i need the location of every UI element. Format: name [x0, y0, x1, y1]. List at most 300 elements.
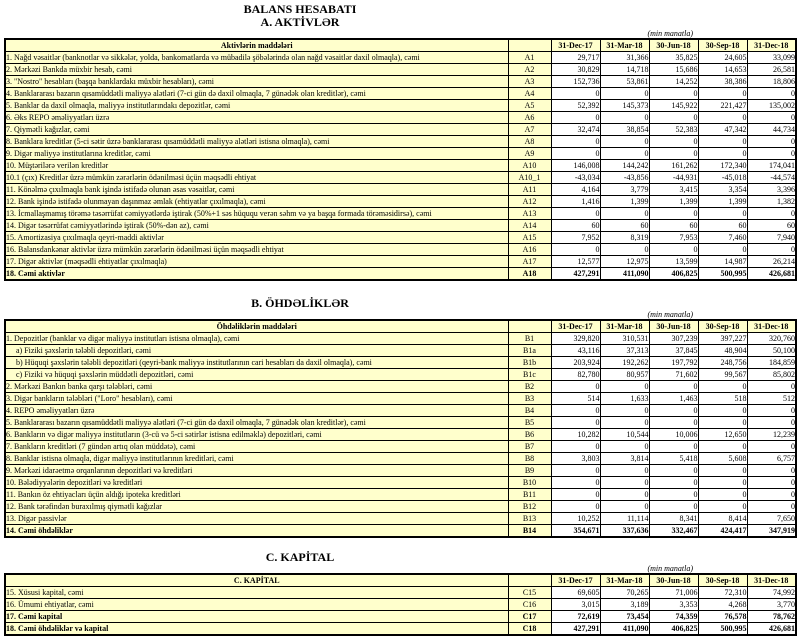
- value-cell: 18,806: [747, 76, 796, 88]
- table-row: [5, 357, 796, 369]
- value-cell: 71,602: [649, 369, 698, 381]
- value-cell: 0: [747, 112, 796, 124]
- value-cell: 12,975: [600, 256, 649, 268]
- value-cell: 144,242: [600, 160, 649, 172]
- value-cell: 3,354: [698, 184, 747, 196]
- value-cell: 197,792: [649, 357, 698, 369]
- value-cell: 3,353: [649, 599, 698, 611]
- value-cell: 3,189: [600, 599, 649, 611]
- row-label: 10. Bələdiyyələrin depozitləri və kreditləri: [5, 477, 508, 489]
- value-cell: 320,760: [747, 333, 796, 345]
- column-header: 31-Mar-18: [600, 39, 649, 52]
- row-label: 15. Xüsusi kapital, cəmi: [5, 587, 508, 599]
- table-row: [5, 333, 796, 345]
- row-code: B7: [508, 441, 551, 453]
- value-cell: 5,608: [698, 453, 747, 465]
- table-row: [5, 100, 796, 112]
- row-label: 2. Mərkəzi Bankda müxbir hesab, cəmi: [5, 64, 508, 76]
- value-cell: 411,090: [600, 623, 649, 636]
- value-cell: 426,681: [747, 623, 796, 636]
- value-cell: 0: [551, 148, 600, 160]
- value-cell: 0: [600, 112, 649, 124]
- value-cell: 11,114: [600, 513, 649, 525]
- value-cell: 80,957: [600, 369, 649, 381]
- table-header-label: Aktivlərin maddələri: [5, 39, 508, 52]
- value-cell: 172,340: [698, 160, 747, 172]
- row-code: C15: [508, 587, 551, 599]
- row-code: C18: [508, 623, 551, 636]
- row-code: A5: [508, 100, 551, 112]
- value-cell: 332,467: [649, 525, 698, 538]
- value-cell: 0: [551, 208, 600, 220]
- value-cell: 135,002: [747, 100, 796, 112]
- table-row: [5, 513, 796, 525]
- column-header: 31-Dec-18: [747, 574, 796, 587]
- value-cell: 512: [747, 393, 796, 405]
- table-row: [5, 112, 796, 124]
- row-label: 11. Bankın öz ehtiyacları üçün aldığı ipoteka kreditləri: [5, 489, 508, 501]
- table-row: [5, 441, 796, 453]
- value-cell: 354,671: [551, 525, 600, 538]
- value-cell: 33,099: [747, 52, 796, 64]
- row-code: A4: [508, 88, 551, 100]
- unit-note-c: (min manatla): [647, 564, 693, 573]
- table-header-label: Öhdəliklərin maddələri: [5, 320, 508, 333]
- value-cell: 72,310: [698, 587, 747, 599]
- table-row: [5, 429, 796, 441]
- value-cell: 76,578: [698, 611, 747, 623]
- row-code: B12: [508, 501, 551, 513]
- column-header: 31-Dec-18: [747, 320, 796, 333]
- table-row: [5, 405, 796, 417]
- row-label: 14. Digər təsərrüfat cəmiyyətlərində iştirak (50%-dən az), cəmi: [5, 220, 508, 232]
- value-cell: 0: [747, 405, 796, 417]
- table-row: [5, 124, 796, 136]
- value-cell: 0: [649, 441, 698, 453]
- value-cell: 0: [551, 441, 600, 453]
- value-cell: 427,291: [551, 268, 600, 281]
- value-cell: 3,396: [747, 184, 796, 196]
- value-cell: 52,392: [551, 100, 600, 112]
- value-cell: 406,825: [649, 268, 698, 281]
- value-cell: 145,373: [600, 100, 649, 112]
- value-cell: 7,940: [747, 232, 796, 244]
- value-cell: 145,922: [649, 100, 698, 112]
- value-cell: 161,262: [649, 160, 698, 172]
- row-code: A17: [508, 256, 551, 268]
- table-row: [5, 381, 796, 393]
- row-code: A13: [508, 208, 551, 220]
- row-label: 7. Bankların kreditləri (7 gündən artıq olan müddətə), cəmi: [5, 441, 508, 453]
- value-cell: 3,415: [649, 184, 698, 196]
- row-label: 1. Nağd vəsaitlər (banknotlar və sikkələr, yolda, bankomatlarda və mübadilə şöbələrində olan nağd vəsaitlər daxil olmaqla), cəmi: [5, 52, 508, 64]
- value-cell: 0: [747, 208, 796, 220]
- value-cell: 8,319: [600, 232, 649, 244]
- value-cell: 1,416: [551, 196, 600, 208]
- table-row: [5, 489, 796, 501]
- table-row: [5, 220, 796, 232]
- row-label: 6. Bankların və digər maliyyə institutların (3-cü və 5-ci sətirlər istisna edilməklə) depozitləri, cəmi: [5, 429, 508, 441]
- value-cell: 0: [649, 136, 698, 148]
- value-cell: 10,006: [649, 429, 698, 441]
- column-header: 31-Dec-18: [747, 39, 796, 52]
- value-cell: 8,341: [649, 513, 698, 525]
- table-row: [5, 525, 796, 538]
- value-cell: 60: [551, 220, 600, 232]
- value-cell: 0: [698, 244, 747, 256]
- column-header: 30-Jun-18: [649, 39, 698, 52]
- value-cell: 74,359: [649, 611, 698, 623]
- row-label: 11. Könəlmə çıxılmaqla bank işində istifadə olunan əsas vəsaitlər, cəmi: [5, 184, 508, 196]
- value-cell: 0: [698, 112, 747, 124]
- row-code: B10: [508, 477, 551, 489]
- value-cell: 0: [698, 208, 747, 220]
- row-label: 1. Depozitlər (banklar və digər maliyyə institutları istisna olmaqla), cəmi: [5, 333, 508, 345]
- value-cell: 38,854: [600, 124, 649, 136]
- header-row: [5, 39, 796, 52]
- row-code: B1b: [508, 357, 551, 369]
- unit-note-b: (min manatla): [647, 310, 693, 319]
- value-cell: 3,779: [600, 184, 649, 196]
- row-label: 4. REPO əməliyyatları üzrə: [5, 405, 508, 417]
- value-cell: 1,399: [698, 196, 747, 208]
- value-cell: 221,427: [698, 100, 747, 112]
- capital-table: [4, 573, 797, 636]
- value-cell: 514: [551, 393, 600, 405]
- table-row: [5, 417, 796, 429]
- value-cell: 24,605: [698, 52, 747, 64]
- value-cell: 146,008: [551, 160, 600, 172]
- column-header: 30-Sep-18: [698, 320, 747, 333]
- table-row: [5, 453, 796, 465]
- row-code: A7: [508, 124, 551, 136]
- value-cell: 0: [551, 477, 600, 489]
- row-code: B6: [508, 429, 551, 441]
- table-row: [5, 369, 796, 381]
- value-cell: 31,366: [600, 52, 649, 64]
- value-cell: 0: [698, 405, 747, 417]
- value-cell: 12,577: [551, 256, 600, 268]
- value-cell: 69,605: [551, 587, 600, 599]
- value-cell: 0: [600, 501, 649, 513]
- value-cell: 1,399: [649, 196, 698, 208]
- column-header: 30-Sep-18: [698, 574, 747, 587]
- value-cell: 50,100: [747, 345, 796, 357]
- table-row: [5, 599, 796, 611]
- value-cell: 397,227: [698, 333, 747, 345]
- value-cell: -43,034: [551, 172, 600, 184]
- row-code: A16: [508, 244, 551, 256]
- row-label: 16. Ümumi ehtiyatlar, cəmi: [5, 599, 508, 611]
- row-code: B2: [508, 381, 551, 393]
- row-label: 8. Banklara kreditlər (5-ci sətir üzrə banklararası qısamüddətli maliyyə alətləri istisna olmaqla), cəmi: [5, 136, 508, 148]
- value-cell: 53,861: [600, 76, 649, 88]
- row-label: 12. Bank işində istifadə olunmayan daşınmaz əmlak (ehtiyatlar çıxılmaqla), cəmi: [5, 196, 508, 208]
- value-cell: 0: [698, 501, 747, 513]
- value-cell: 74,992: [747, 587, 796, 599]
- value-cell: 0: [649, 501, 698, 513]
- table-row: [5, 587, 796, 599]
- table-row: [5, 172, 796, 184]
- value-cell: 5,418: [649, 453, 698, 465]
- value-cell: 0: [600, 477, 649, 489]
- row-code: B4: [508, 405, 551, 417]
- row-code: A12: [508, 196, 551, 208]
- section-b-title: B. ÖHDƏLİKLƏR: [251, 296, 349, 310]
- row-code: B14: [508, 525, 551, 538]
- table-row: [5, 623, 796, 636]
- value-cell: 0: [649, 208, 698, 220]
- value-cell: 4,268: [698, 599, 747, 611]
- value-cell: 337,636: [600, 525, 649, 538]
- row-label: 13. İcmallaşmamış törəmə təsərrüfat cəmiyyətlərdə iştirak (50%+1 səs hüququ verən səhm və ya başqa formada törəməsidirsə), cəmi: [5, 208, 508, 220]
- table-header-label: C. KAPİTAL: [5, 574, 508, 587]
- value-cell: 0: [600, 465, 649, 477]
- value-cell: 0: [747, 148, 796, 160]
- row-label: 9. Mərkəzi idarəetmə orqanlarının depozitləri və kreditləri: [5, 465, 508, 477]
- row-label: 6. Əks REPO əməliyyatları üzrə: [5, 112, 508, 124]
- value-cell: 0: [600, 244, 649, 256]
- table-header-spacer: [508, 320, 551, 333]
- row-label: b) Hüquqi şəxslərin tələbli depozitləri (qeyri-bank maliyyə institutlarının cari hesabları da daxil olmaqla), cəmi: [5, 357, 508, 369]
- value-cell: 0: [551, 112, 600, 124]
- value-cell: 0: [649, 148, 698, 160]
- row-label: 10.1 (çıx) Kreditlər üzrə mümkün zərərlərin ödənilməsi üçün məqsədli ehtiyat: [5, 172, 508, 184]
- row-label: 8. Banklar istisna olmaqla, digər maliyyə institutlarının kreditləri, cəmi: [5, 453, 508, 465]
- table-row: [5, 345, 796, 357]
- value-cell: 0: [649, 477, 698, 489]
- row-code: B1: [508, 333, 551, 345]
- value-cell: 0: [698, 417, 747, 429]
- table-header-spacer: [508, 39, 551, 52]
- value-cell: 37,313: [600, 345, 649, 357]
- value-cell: 500,995: [698, 623, 747, 636]
- value-cell: 1,463: [649, 393, 698, 405]
- table-row: [5, 76, 796, 88]
- value-cell: 500,995: [698, 268, 747, 281]
- value-cell: 35,825: [649, 52, 698, 64]
- value-cell: 60: [747, 220, 796, 232]
- row-code: C17: [508, 611, 551, 623]
- column-header: 30-Jun-18: [649, 574, 698, 587]
- value-cell: 426,681: [747, 268, 796, 281]
- row-code: C16: [508, 599, 551, 611]
- value-cell: 0: [600, 88, 649, 100]
- value-cell: 0: [551, 381, 600, 393]
- value-cell: 7,953: [649, 232, 698, 244]
- value-cell: 152,736: [551, 76, 600, 88]
- column-header: 31-Dec-17: [551, 320, 600, 333]
- value-cell: 3,770: [747, 599, 796, 611]
- table-row: [5, 136, 796, 148]
- value-cell: 3,814: [600, 453, 649, 465]
- value-cell: -44,931: [649, 172, 698, 184]
- row-code: B5: [508, 417, 551, 429]
- row-code: A9: [508, 148, 551, 160]
- value-cell: 7,460: [698, 232, 747, 244]
- table-row: [5, 232, 796, 244]
- row-code: A10_1: [508, 172, 551, 184]
- value-cell: 0: [649, 417, 698, 429]
- value-cell: 0: [551, 244, 600, 256]
- value-cell: 15,686: [649, 64, 698, 76]
- table-row: [5, 393, 796, 405]
- value-cell: 0: [747, 501, 796, 513]
- row-label: 3. "Nostro" hesabları (başqa banklardakı müxbir hesabları), cəmi: [5, 76, 508, 88]
- value-cell: 0: [698, 148, 747, 160]
- value-cell: 329,820: [551, 333, 600, 345]
- value-cell: 0: [698, 465, 747, 477]
- table-row: [5, 268, 796, 281]
- value-cell: 0: [698, 136, 747, 148]
- value-cell: 13,599: [649, 256, 698, 268]
- header-row: [5, 320, 796, 333]
- table-row: [5, 501, 796, 513]
- value-cell: 6,757: [747, 453, 796, 465]
- value-cell: 192,262: [600, 357, 649, 369]
- assets-table: [4, 38, 797, 281]
- value-cell: 99,567: [698, 369, 747, 381]
- value-cell: 0: [551, 501, 600, 513]
- value-cell: 0: [698, 88, 747, 100]
- value-cell: 0: [551, 136, 600, 148]
- value-cell: 78,762: [747, 611, 796, 623]
- header-row: [5, 574, 796, 587]
- value-cell: -44,574: [747, 172, 796, 184]
- table-row: [5, 160, 796, 172]
- value-cell: 0: [649, 244, 698, 256]
- row-code: A8: [508, 136, 551, 148]
- row-label: 5. Banklar da daxil olmaqla, maliyyə institutlarındakı depozitlər, cəmi: [5, 100, 508, 112]
- row-code: A6: [508, 112, 551, 124]
- value-cell: 7,952: [551, 232, 600, 244]
- value-cell: 0: [551, 489, 600, 501]
- value-cell: 60: [649, 220, 698, 232]
- value-cell: 43,116: [551, 345, 600, 357]
- value-cell: 8,414: [698, 513, 747, 525]
- table-row: [5, 244, 796, 256]
- value-cell: 0: [600, 381, 649, 393]
- value-cell: 71,006: [649, 587, 698, 599]
- row-label: 16. Balansdankənar aktivlər üzrə mümkün zərərlərin ödənilməsi üçün məqsədli ehtiyat: [5, 244, 508, 256]
- value-cell: -43,856: [600, 172, 649, 184]
- value-cell: 424,417: [698, 525, 747, 538]
- value-cell: 0: [747, 88, 796, 100]
- value-cell: 12,650: [698, 429, 747, 441]
- row-code: B11: [508, 489, 551, 501]
- value-cell: 0: [551, 417, 600, 429]
- value-cell: -45,018: [698, 172, 747, 184]
- row-code: A14: [508, 220, 551, 232]
- row-label: 12. Bank tərəfindən buraxılmış qiymətli kağızlar: [5, 501, 508, 513]
- column-header: 31-Dec-17: [551, 574, 600, 587]
- value-cell: 0: [600, 417, 649, 429]
- row-label: 18. Cəmi öhdəliklər və kapital: [5, 623, 508, 636]
- table-header-spacer: [508, 574, 551, 587]
- table-row: [5, 64, 796, 76]
- row-label: 7. Qiymətli kağızlar, cəmi: [5, 124, 508, 136]
- value-cell: 29,717: [551, 52, 600, 64]
- column-header: 31-Mar-18: [600, 320, 649, 333]
- row-label: 2. Mərkəzi Bankın banka qarşı tələbləri, cəmi: [5, 381, 508, 393]
- row-code: B13: [508, 513, 551, 525]
- value-cell: 0: [649, 405, 698, 417]
- value-cell: 37,845: [649, 345, 698, 357]
- value-cell: 73,454: [600, 611, 649, 623]
- row-label: 4. Banklararası bazarın qısamüddətli maliyyə alətləri (7-ci gün də daxil olmaqla, 7 günədək olan kreditlər), cəmi: [5, 88, 508, 100]
- row-code: B1c: [508, 369, 551, 381]
- section-c-title: C. KAPİTAL: [265, 550, 335, 564]
- value-cell: 184,859: [747, 357, 796, 369]
- row-label: 18. Cəmi aktivlər: [5, 268, 508, 281]
- value-cell: 0: [600, 405, 649, 417]
- table-row: [5, 256, 796, 268]
- value-cell: 32,474: [551, 124, 600, 136]
- value-cell: 48,904: [698, 345, 747, 357]
- row-label: 17. Digər aktivlər (məqsədli ehtiyatlar çıxılmaqla): [5, 256, 508, 268]
- row-code: A3: [508, 76, 551, 88]
- value-cell: 310,531: [600, 333, 649, 345]
- row-code: B3: [508, 393, 551, 405]
- row-code: B1a: [508, 345, 551, 357]
- row-label: 17. Cəmi kapital: [5, 611, 508, 623]
- value-cell: 4,164: [551, 184, 600, 196]
- value-cell: 7,650: [747, 513, 796, 525]
- value-cell: 0: [649, 465, 698, 477]
- row-label: c) Fiziki və hüquqi şəxslərin müddətli depozitləri, cəmi: [5, 369, 508, 381]
- row-label: 15. Amortizasiya çıxılmaqla qeyri-maddi aktivlər: [5, 232, 508, 244]
- value-cell: 427,291: [551, 623, 600, 636]
- value-cell: 0: [600, 136, 649, 148]
- value-cell: 0: [747, 381, 796, 393]
- value-cell: 44,734: [747, 124, 796, 136]
- value-cell: 0: [649, 112, 698, 124]
- value-cell: 0: [551, 405, 600, 417]
- value-cell: 0: [747, 244, 796, 256]
- row-label: 14. Cəmi öhdəliklər: [5, 525, 508, 538]
- value-cell: 518: [698, 393, 747, 405]
- value-cell: 0: [649, 381, 698, 393]
- row-code: A18: [508, 268, 551, 281]
- row-code: A15: [508, 232, 551, 244]
- row-code: B9: [508, 465, 551, 477]
- column-header: 30-Sep-18: [698, 39, 747, 52]
- value-cell: 0: [551, 465, 600, 477]
- value-cell: 203,924: [551, 357, 600, 369]
- value-cell: 0: [698, 381, 747, 393]
- value-cell: 85,802: [747, 369, 796, 381]
- value-cell: 30,829: [551, 64, 600, 76]
- column-header: 31-Mar-18: [600, 574, 649, 587]
- value-cell: 0: [747, 441, 796, 453]
- value-cell: 26,214: [747, 256, 796, 268]
- value-cell: 14,653: [698, 64, 747, 76]
- value-cell: 0: [551, 88, 600, 100]
- table-row: [5, 52, 796, 64]
- value-cell: 3,015: [551, 599, 600, 611]
- report-title: BALANS HESABATI: [243, 2, 357, 16]
- column-header: 31-Dec-17: [551, 39, 600, 52]
- value-cell: 0: [747, 136, 796, 148]
- value-cell: 60: [600, 220, 649, 232]
- value-cell: 248,756: [698, 357, 747, 369]
- table-row: [5, 611, 796, 623]
- section-a-title: A. AKTİVLƏR: [260, 15, 340, 29]
- value-cell: 406,825: [649, 623, 698, 636]
- value-cell: 10,544: [600, 429, 649, 441]
- table-row: [5, 88, 796, 100]
- value-cell: 70,265: [600, 587, 649, 599]
